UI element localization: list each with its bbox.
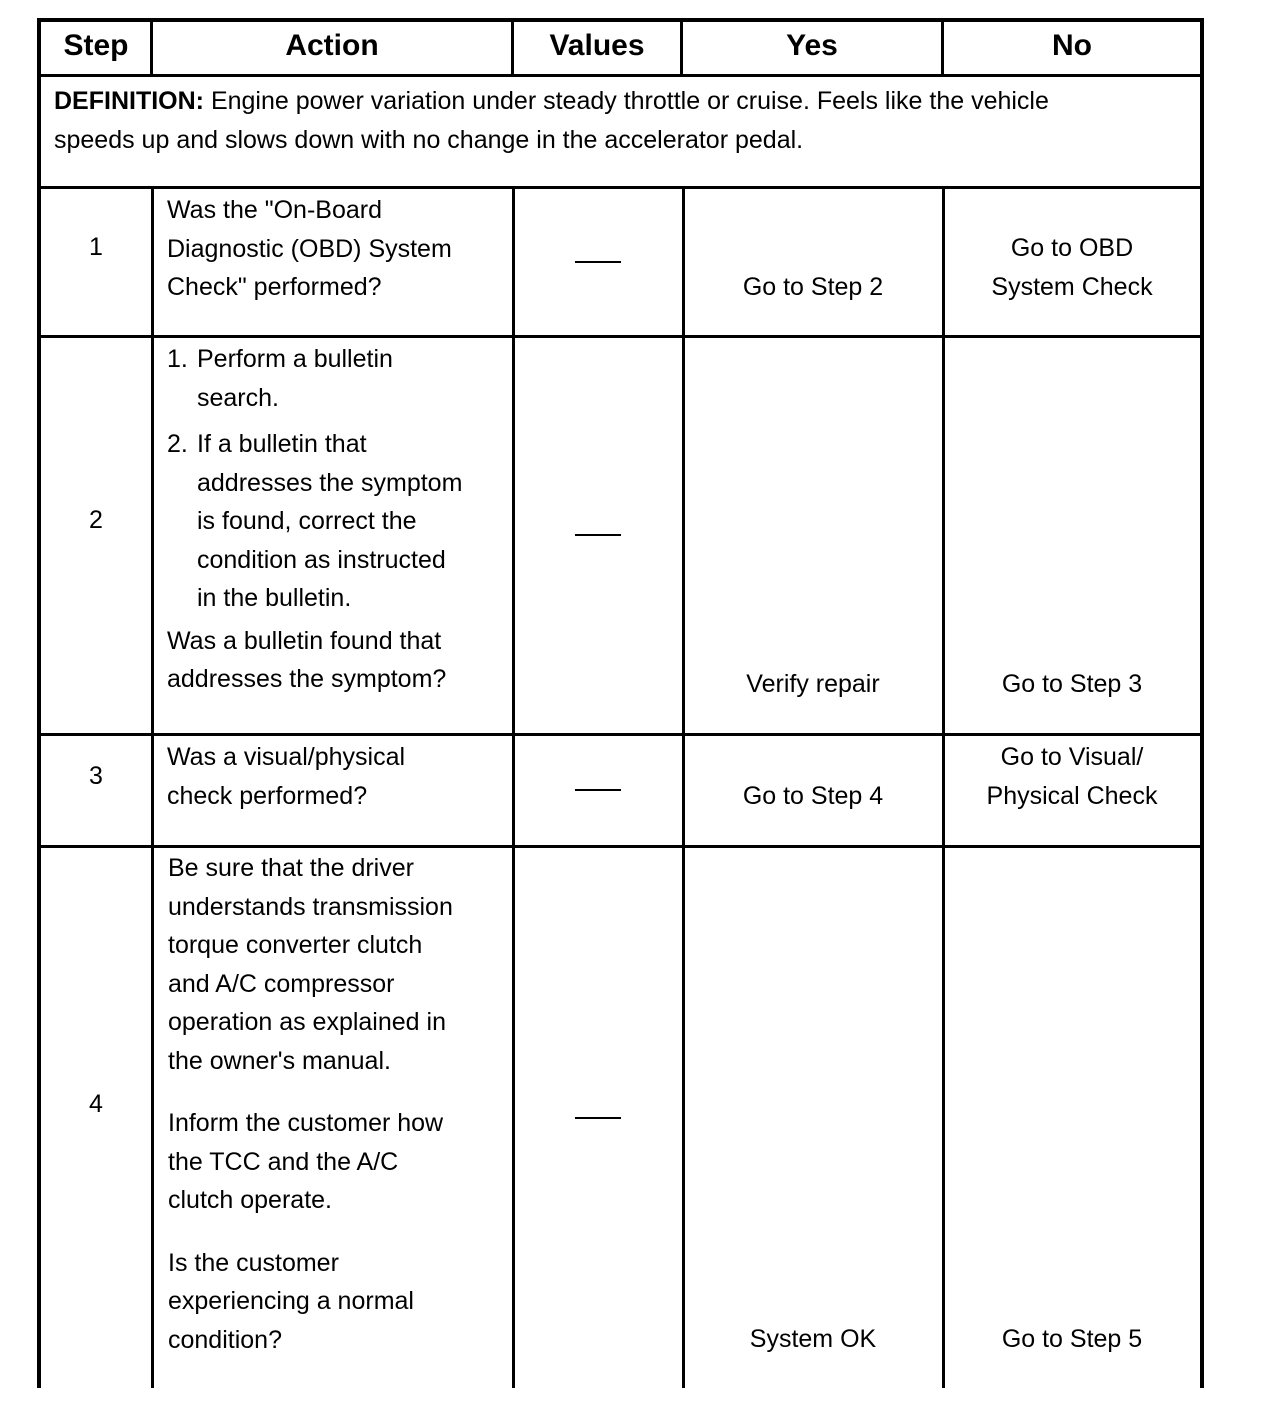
table-top-border [37, 18, 1204, 22]
step-1-action-line: Diagnostic (OBD) System [167, 234, 452, 263]
step-1-number: 1 [89, 233, 103, 261]
row-divider-3 [37, 845, 1204, 848]
list-item-number: 2. [167, 430, 188, 458]
row-divider-2 [37, 733, 1204, 736]
table-right-border [1200, 18, 1204, 1388]
list-item-line: in the bulletin. [197, 584, 352, 612]
list-item-line: condition as instructed [197, 545, 446, 574]
row-divider-1 [37, 335, 1204, 338]
definition [54, 82, 1184, 159]
header-action: Action [285, 29, 379, 62]
step-2-values-dash [575, 534, 621, 536]
header-yes: Yes [786, 29, 838, 62]
step-4-values-dash [575, 1117, 621, 1119]
step-3-number: 3 [89, 762, 103, 790]
definition-divider [37, 186, 1204, 189]
step-4-yes: System OK [749, 1325, 877, 1353]
step-1-action [167, 191, 452, 307]
step-2-question-line: Was a bulletin found that [167, 626, 442, 655]
step-4-line: and A/C compressor [168, 969, 395, 998]
step-4-paragraph-1 [168, 849, 453, 1080]
step-1-yes: Go to Step 2 [742, 273, 884, 301]
step-2-list [167, 340, 507, 618]
step-4-number: 4 [89, 1090, 103, 1118]
table-left-border [37, 18, 41, 1388]
step-2-yes: Verify repair [746, 670, 880, 698]
step-1-action-line: Was the "On-Board [167, 196, 382, 224]
header-values: Values [549, 29, 645, 62]
step-4-line: operation as explained in [168, 1008, 446, 1036]
step-4-line: understands transmission [168, 892, 453, 921]
step-4-line: experiencing a normal [168, 1287, 414, 1315]
list-item-line: addresses the symptom [197, 468, 463, 497]
list-item-line: Perform a bulletin [197, 345, 393, 373]
body-col-line-2 [512, 186, 515, 1388]
definition-line-1: Engine power variation under steady throttle or cruise. Feels like the vehicle [210, 87, 1049, 115]
step-4-line: torque converter clutch [168, 931, 423, 959]
step-2-action [167, 340, 507, 699]
step-4-action [168, 849, 453, 1359]
step-2-number: 2 [89, 506, 103, 534]
header-divider [37, 74, 1204, 77]
list-item-line: If a bulletin that [197, 430, 367, 458]
step-4-paragraph-2 [168, 1104, 453, 1220]
step-1-values-dash [575, 261, 621, 263]
step-3-action-line: Was a visual/physical [167, 743, 406, 771]
step-4-line: clutch operate. [168, 1186, 332, 1214]
step-4-line: condition? [168, 1325, 282, 1354]
step-1-no-line: Go to OBD [1010, 234, 1134, 262]
definition-label: DEFINITION: [54, 87, 204, 115]
list-item [167, 425, 507, 618]
step-1-no [944, 229, 1200, 306]
step-4-line: the owner's manual. [168, 1046, 391, 1075]
list-item-number: 1. [167, 345, 188, 373]
step-4-line: Be sure that the driver [168, 854, 414, 882]
step-3-no [944, 738, 1200, 815]
step-1-no-line: System Check [991, 272, 1153, 301]
list-item [167, 340, 507, 417]
list-item-line: search. [197, 383, 279, 412]
step-4-line: Inform the customer how [168, 1109, 444, 1137]
definition-line-2: speeds up and slows down with no change in the accelerator pedal. [54, 125, 804, 154]
step-3-yes: Go to Step 4 [742, 782, 884, 810]
step-3-action [167, 738, 405, 815]
step-4-no: Go to Step 5 [1001, 1325, 1143, 1353]
step-2-question-line: addresses the symptom? [167, 665, 447, 693]
step-2-no: Go to Step 3 [1001, 670, 1143, 698]
step-4-line: the TCC and the A/C [168, 1147, 399, 1176]
step-4-line: Is the customer [168, 1248, 339, 1277]
step-3-no-line: Go to Visual/ [1000, 743, 1144, 771]
step-3-action-line: check performed? [167, 781, 368, 810]
step-2-question [167, 622, 507, 699]
step-4-paragraph-3 [168, 1244, 453, 1360]
header-no: No [1052, 29, 1092, 62]
step-3-no-line: Physical Check [986, 781, 1158, 810]
list-item-line: is found, correct the [197, 507, 417, 535]
step-3-values-dash [575, 789, 621, 791]
step-1-action-line: Check" performed? [167, 273, 382, 301]
header-step: Step [63, 29, 129, 62]
